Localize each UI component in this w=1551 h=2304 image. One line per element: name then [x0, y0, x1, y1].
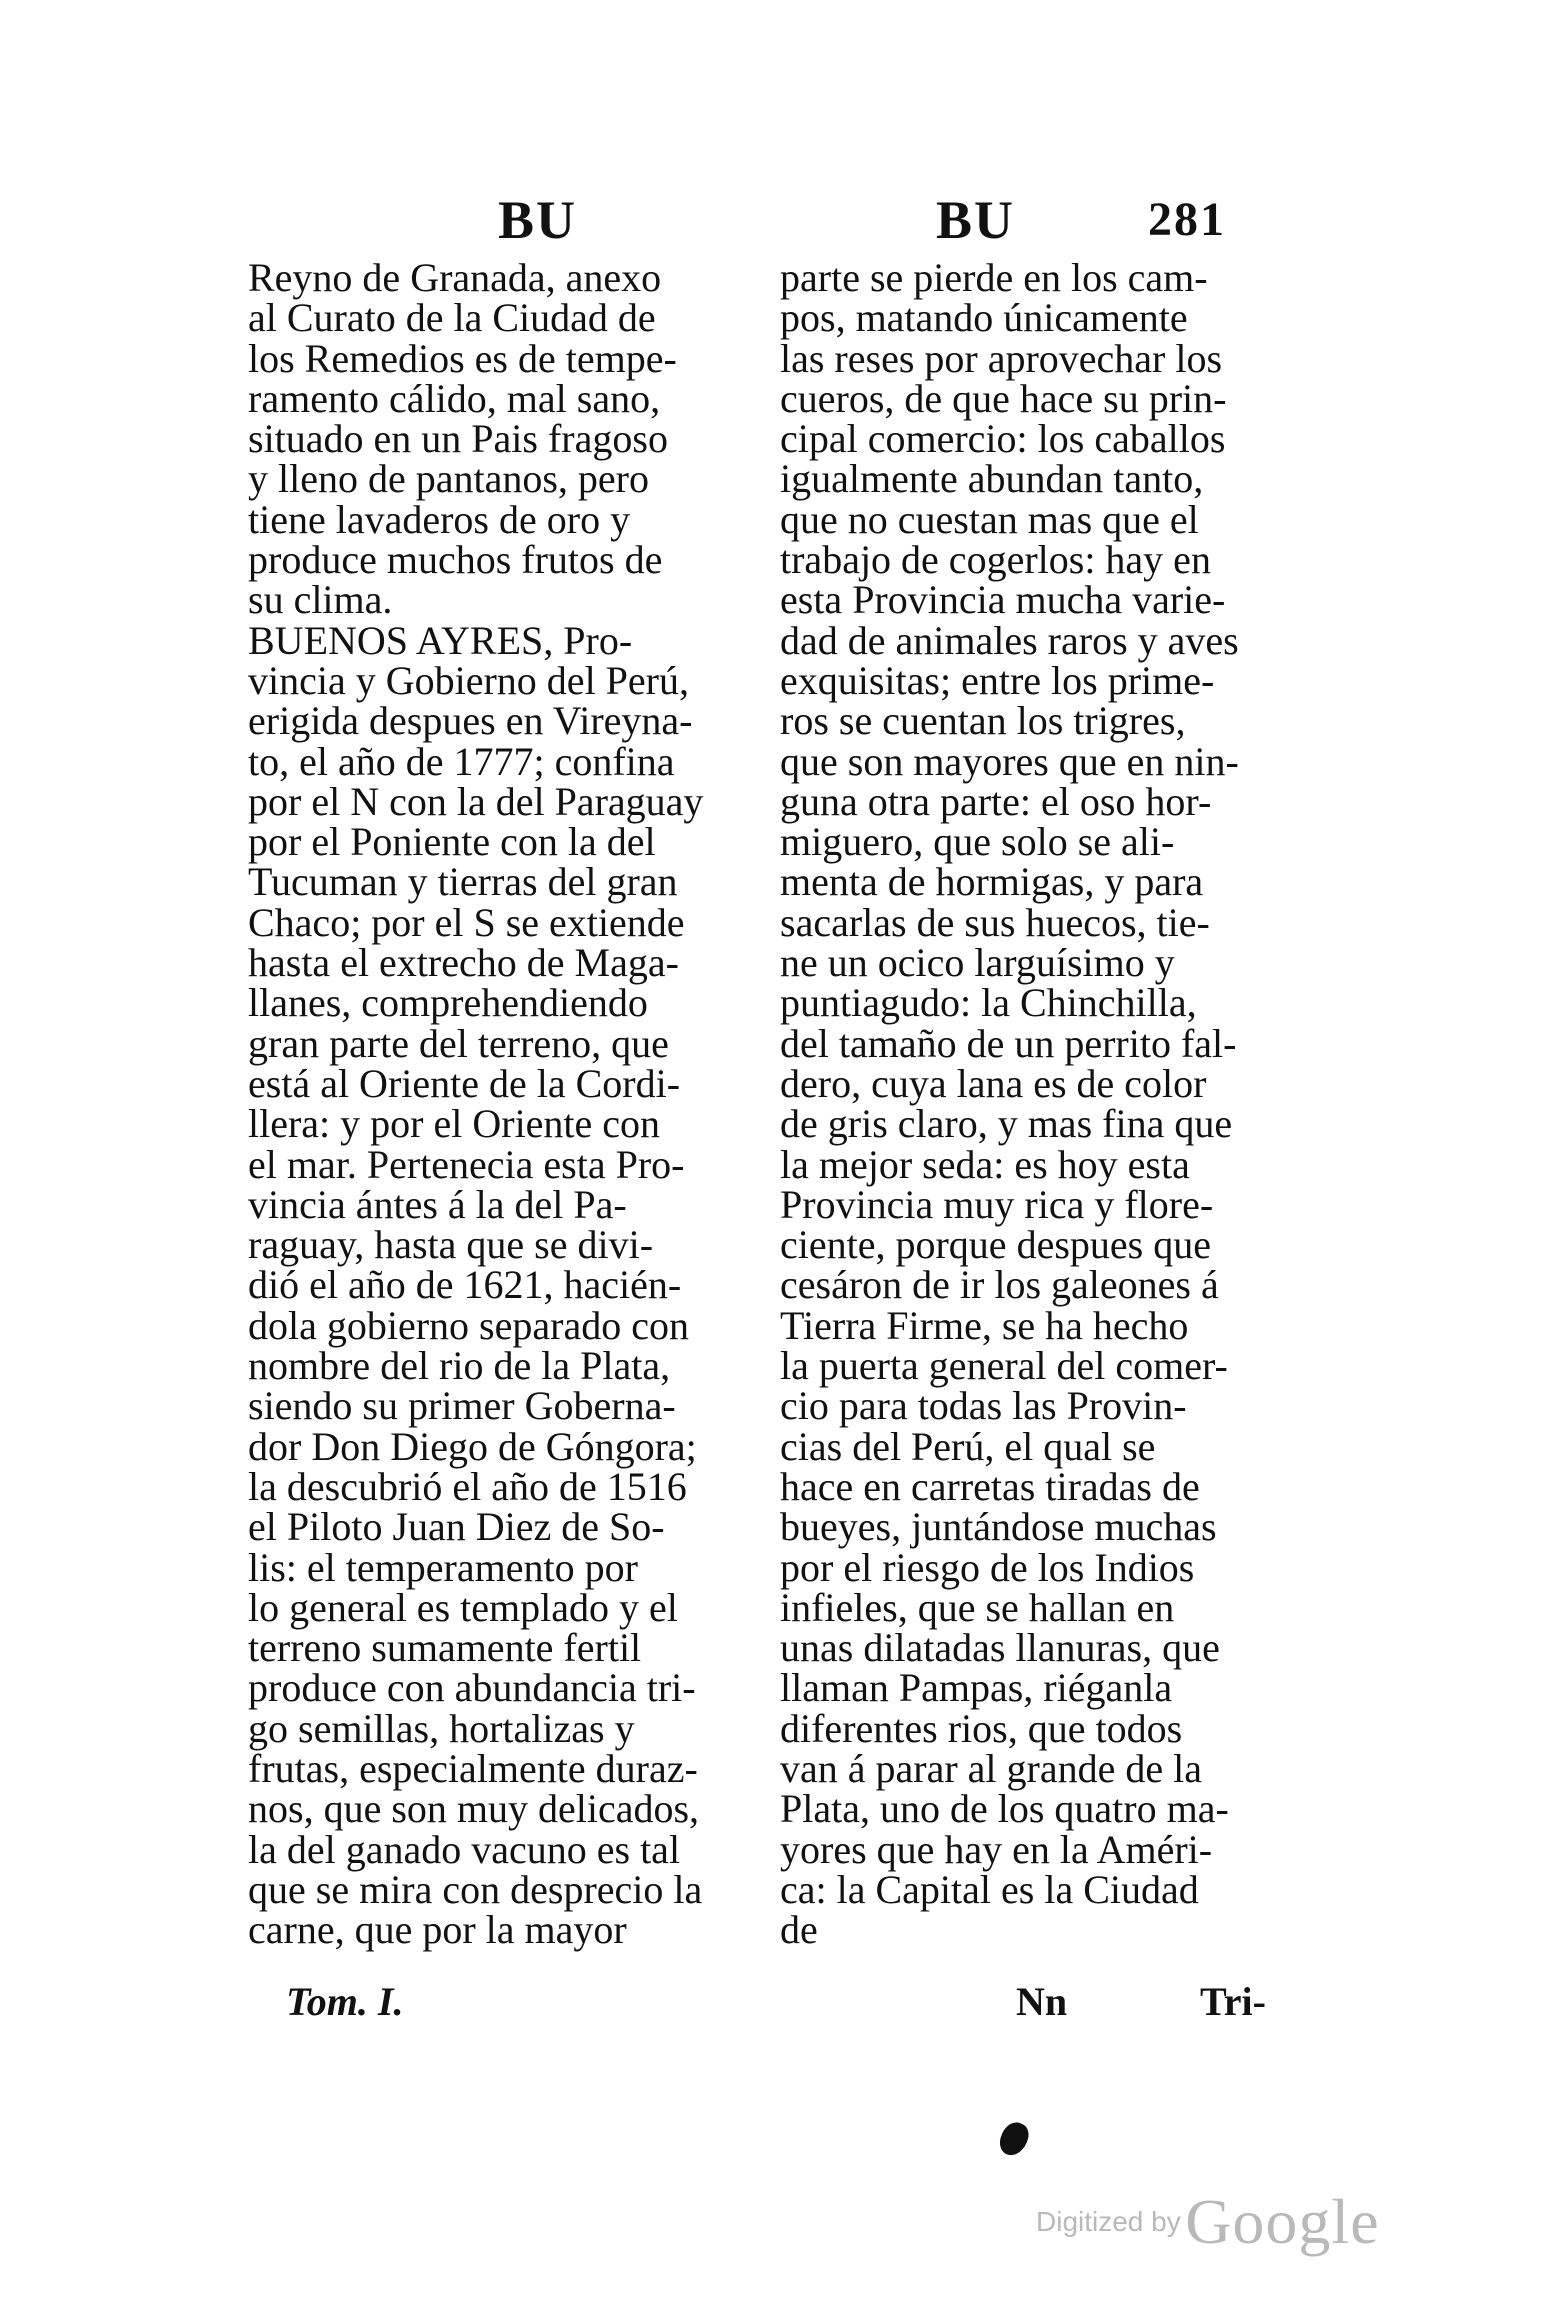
text-line: situado en un Pais fragoso — [248, 416, 668, 462]
text-line: cueros, de que hace su prin- — [780, 375, 1227, 421]
text-line: las reses por aprovechar los — [780, 335, 1223, 381]
text-line: menta de hormigas, y para — [780, 859, 1204, 905]
text-line: siendo su primer Goberna- — [248, 1383, 676, 1429]
text-line: lo general es templado y el — [248, 1584, 678, 1630]
running-head-right: BU — [936, 190, 1016, 250]
text-line: está al Oriente de la Cordi- — [248, 1060, 681, 1106]
ink-blot — [995, 2118, 1033, 2160]
text-line: hace en carretas tiradas de — [780, 1463, 1200, 1509]
text-line: gran parte del terreno, que — [248, 1020, 669, 1066]
text-line: que son mayores que en nin- — [780, 738, 1239, 784]
text-line: dad de animales raros y aves — [780, 617, 1239, 663]
text-line: el mar. Pertenecia esta Pro- — [248, 1141, 685, 1187]
running-head-left: BU — [498, 190, 578, 250]
text-line: ciente, porque despues que — [780, 1222, 1211, 1268]
catchword: Tri- — [1200, 1979, 1266, 2024]
text-line: infieles, que se hallan en — [780, 1584, 1175, 1630]
text-line: Chaco; por el S se extiende — [248, 899, 685, 945]
text-line: hasta el extrecho de Maga- — [248, 940, 679, 986]
text-line: lis: el temperamento por — [248, 1544, 638, 1590]
text-line: sacarlas de sus huecos, tie- — [780, 899, 1210, 945]
text-line: unas dilatadas llanuras, que — [780, 1625, 1220, 1671]
text-line: llera: y por el Oriente con — [248, 1101, 661, 1147]
text-line: erigida despues en Vireyna- — [248, 698, 693, 744]
text-line: dor Don Diego de Góngora; — [248, 1423, 697, 1469]
text-line: puntiagudo: la Chinchilla, — [780, 980, 1197, 1026]
text-line: por el N con la del Paraguay — [248, 778, 704, 824]
text-line: que no cuestan mas que el — [780, 496, 1199, 542]
text-line: tiene lavaderos de oro y — [248, 496, 631, 542]
text-line: la mejor seda: es hoy esta — [780, 1141, 1190, 1187]
watermark-prefix: Digitized by — [1036, 2206, 1181, 2237]
text-line: van á parar al grande de la — [780, 1745, 1202, 1791]
text-line: nos, que son muy delicados, — [248, 1786, 700, 1832]
text-line: Plata, uno de los quatro ma- — [780, 1786, 1229, 1832]
text-line: del tamaño de un perrito fal- — [780, 1020, 1237, 1066]
text-line: la del ganado vacuno es tal — [248, 1826, 681, 1872]
text-line: llaman Pampas, riéganla — [780, 1665, 1173, 1711]
text-line: igualmente abundan tanto, — [780, 456, 1204, 502]
text-line: su clima. — [248, 577, 393, 623]
text-line: vincia y Gobierno del Perú, — [248, 657, 689, 703]
text-line: produce muchos frutos de — [248, 537, 663, 583]
text-line: dero, cuya lana es de color — [780, 1060, 1207, 1106]
right-text-column — [780, 255, 1285, 1953]
text-line: exquisitas; entre los prime- — [780, 657, 1215, 703]
text-line: nombre del rio de la Plata, — [248, 1343, 671, 1389]
text-line: que se mira con desprecio la — [248, 1866, 703, 1912]
text-line: dola gobierno separado con — [248, 1302, 689, 1348]
text-line: go semillas, hortalizas y — [248, 1705, 635, 1751]
text-line: Tucuman y tierras del gran — [248, 859, 678, 905]
signature-mark: Tom. I. — [286, 1979, 404, 2024]
text-line: bueyes, juntándose muchas — [780, 1504, 1217, 1550]
text-line: cio para todas las Provin- — [780, 1383, 1187, 1429]
text-line: ne un ocico larguísimo y — [780, 940, 1175, 986]
text-line: dió el año de 1621, hacién- — [248, 1262, 682, 1308]
text-line: esta Provincia mucha varie- — [780, 577, 1226, 623]
text-line: ros se cuentan los trigres, — [780, 698, 1186, 744]
text-line: y lleno de pantanos, pero — [248, 456, 649, 502]
text-line: trabajo de cogerlos: hay en — [780, 537, 1211, 583]
text-line: to, el año de 1777; confina — [248, 738, 675, 784]
text-line: la descubrió el año de 1516 — [248, 1463, 687, 1509]
text-line: ca: la Capital es la Ciudad — [780, 1866, 1199, 1912]
text-line: pos, matando únicamente — [780, 295, 1188, 341]
text-line: parte se pierde en los cam- — [780, 255, 1208, 300]
text-line: Reyno de Granada, anexo — [248, 255, 662, 300]
text-line: BUENOS AYRES, Pro- — [248, 617, 633, 663]
text-line: ramento cálido, mal sano, — [248, 375, 661, 421]
text-line: por el riesgo de los Indios — [780, 1544, 1195, 1590]
text-line: la puerta general del comer- — [780, 1343, 1228, 1389]
text-line: carne, que por la mayor — [248, 1907, 627, 1953]
page-number: 281 — [1148, 193, 1226, 246]
text-line: de gris claro, y mas fina que — [780, 1101, 1233, 1147]
text-line: Tierra Firme, se ha hecho — [780, 1302, 1189, 1348]
text-line: vincia ántes á la del Pa- — [248, 1181, 627, 1227]
text-line: Provincia muy rica y flore- — [780, 1181, 1214, 1227]
text-line: los Remedios es de tempe- — [248, 335, 677, 381]
left-text-column — [248, 255, 748, 1953]
text-line: cipal comercio: los caballos — [780, 416, 1226, 462]
text-line: miguero, que solo se ali- — [780, 819, 1175, 865]
text-line: cesáron de ir los galeones á — [780, 1262, 1219, 1308]
text-line: al Curato de la Ciudad de — [248, 295, 656, 341]
text-line: el Piloto Juan Diez de So- — [248, 1504, 665, 1550]
text-line: yores que hay en la Améri- — [780, 1826, 1213, 1872]
text-line: de — [780, 1907, 818, 1953]
google-logo: Google — [1185, 2186, 1380, 2257]
text-line: produce con abundancia tri- — [248, 1665, 696, 1711]
text-line: diferentes rios, que todos — [780, 1705, 1183, 1751]
digitized-by-watermark — [1036, 2185, 1380, 2265]
text-line: por el Poniente con la del — [248, 819, 656, 865]
text-line: terreno sumamente fertil — [248, 1625, 642, 1671]
text-line: frutas, especialmente duraz- — [248, 1745, 698, 1791]
text-line: raguay, hasta que se divi- — [248, 1222, 654, 1268]
text-line: cias del Perú, el qual se — [780, 1423, 1156, 1469]
text-line: guna otra parte: el oso hor- — [780, 778, 1212, 824]
signature-letters: Nn — [1016, 1979, 1068, 2024]
text-line: llanes, comprehendiendo — [248, 980, 648, 1026]
